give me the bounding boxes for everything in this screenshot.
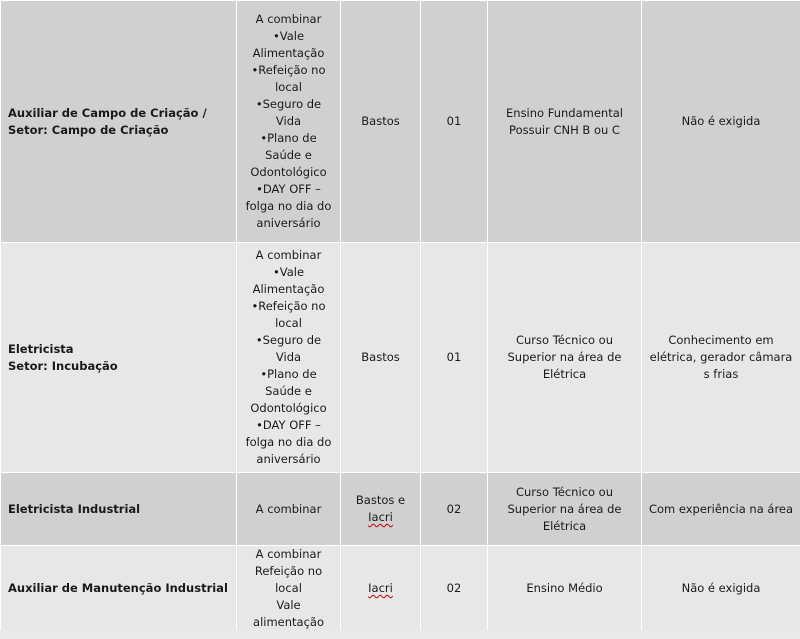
experiencia-line: Conhecimento em: [668, 333, 774, 347]
table-row: [1, 243, 800, 473]
vagas-value: 01: [446, 114, 462, 128]
experiencia-line: Não é exigida: [681, 581, 761, 595]
local-value: Bastos: [361, 350, 400, 364]
vagas-value: 02: [446, 501, 462, 516]
beneficio-line: •DAY OFF –: [256, 182, 321, 196]
local-value: Iacri: [368, 581, 393, 595]
beneficio-line: •Vale: [272, 29, 305, 43]
setor-line: Setor: Campo de Criação: [8, 122, 169, 137]
experiencia-line: elétrica, gerador câmara: [649, 350, 793, 364]
cargo-line: Auxiliar de Campo de Criação /: [8, 105, 207, 120]
beneficio-line: •DAY OFF –: [256, 418, 321, 432]
beneficio-line: Odontológico: [250, 401, 327, 415]
vagas-cell: [421, 546, 488, 632]
experiencia-cell: [642, 243, 800, 473]
beneficio-line: aniversário: [256, 452, 321, 466]
experiencia-line: Não é exigida: [681, 114, 761, 128]
beneficio-line: Alimentação: [252, 46, 325, 60]
escolaridade-cell: [488, 1, 642, 243]
escolaridade-line: Ensino Médio: [526, 581, 603, 595]
beneficios-cell: [237, 473, 341, 546]
beneficio-line: Vida: [275, 114, 302, 128]
escolaridade-line: Elétrica: [542, 367, 587, 381]
beneficios-cell: [237, 243, 341, 473]
table-row: [1, 546, 800, 632]
table-row: [1, 1, 800, 243]
beneficio-line: A combinar: [255, 547, 322, 561]
experiencia-cell: [642, 1, 800, 243]
beneficio-line: Odontológico: [250, 165, 327, 179]
experiencia-line: s frias: [703, 367, 739, 381]
beneficio-line: •Plano de: [260, 131, 317, 145]
beneficio-line: local: [275, 581, 302, 595]
local-cell: [341, 243, 421, 473]
beneficio-line: A combinar: [255, 501, 322, 516]
escolaridade-line: Superior na área de: [507, 501, 622, 516]
beneficio-line: Vida: [275, 350, 302, 364]
escolaridade-line: Superior na área de: [507, 350, 622, 364]
local-line: Bastos e: [355, 493, 406, 507]
experiencia-cell: [642, 473, 800, 546]
escolaridade-line: Ensino Fundamental: [506, 105, 623, 120]
beneficio-line: Saúde e: [265, 148, 312, 162]
experiencia-line: Com experiência na área: [648, 501, 794, 516]
escolaridade-line: Curso Técnico ou: [515, 333, 614, 347]
local-cell: [341, 546, 421, 632]
beneficio-line: •Plano de: [260, 367, 317, 381]
beneficios-cell: [237, 1, 341, 243]
beneficio-line: aniversário: [256, 216, 321, 230]
beneficio-line: •Refeição no: [251, 299, 326, 313]
vagas-cell: [421, 473, 488, 546]
local-value: Bastos: [361, 114, 400, 128]
beneficio-line: Saúde e: [265, 384, 312, 398]
beneficio-line: alimentação: [253, 615, 324, 629]
local-cell: [341, 1, 421, 243]
experiencia-cell: [642, 546, 800, 632]
beneficio-line: A combinar: [255, 248, 322, 262]
setor-line: Setor: Incubação: [8, 358, 118, 373]
beneficio-line: •Vale: [272, 265, 305, 279]
beneficio-line: A combinar: [255, 12, 322, 26]
vagas-cell: [421, 243, 488, 473]
escolaridade-cell: [488, 243, 642, 473]
vagas-value: 01: [446, 350, 462, 364]
table-row: [1, 473, 800, 546]
escolaridade-cell: [488, 546, 642, 632]
escolaridade-cell: [488, 473, 642, 546]
cargo-cell: [1, 473, 237, 546]
cargo-line: Eletricista: [8, 341, 74, 356]
local-line: Iacri: [368, 510, 393, 524]
beneficios-cell: [237, 546, 341, 632]
cargo-cell: [1, 546, 237, 632]
beneficio-line: folga no dia do: [245, 199, 332, 213]
beneficio-line: Vale: [276, 598, 301, 612]
beneficio-line: local: [275, 316, 302, 330]
beneficio-line: •Refeição no: [251, 63, 326, 77]
local-cell: [341, 473, 421, 546]
cargo-line: Auxiliar de Manutenção Industrial: [8, 581, 228, 595]
vagas-value: 02: [446, 581, 462, 595]
beneficio-line: •Seguro de: [255, 333, 322, 347]
beneficio-line: •Seguro de: [255, 97, 322, 111]
beneficio-line: folga no dia do: [245, 435, 332, 449]
bottom-strip: [0, 630, 800, 639]
cargo-line: Eletricista Industrial: [8, 501, 141, 516]
escolaridade-line: Curso Técnico ou: [515, 484, 614, 499]
escolaridade-line: Possuir CNH B ou C: [509, 122, 620, 137]
beneficio-line: Alimentação: [252, 282, 325, 296]
beneficio-line: Refeição no: [254, 564, 323, 578]
escolaridade-line: Elétrica: [542, 518, 587, 533]
cargo-cell: [1, 243, 237, 473]
vagas-cell: [421, 1, 488, 243]
cargo-cell: [1, 1, 237, 243]
beneficio-line: local: [275, 80, 302, 94]
